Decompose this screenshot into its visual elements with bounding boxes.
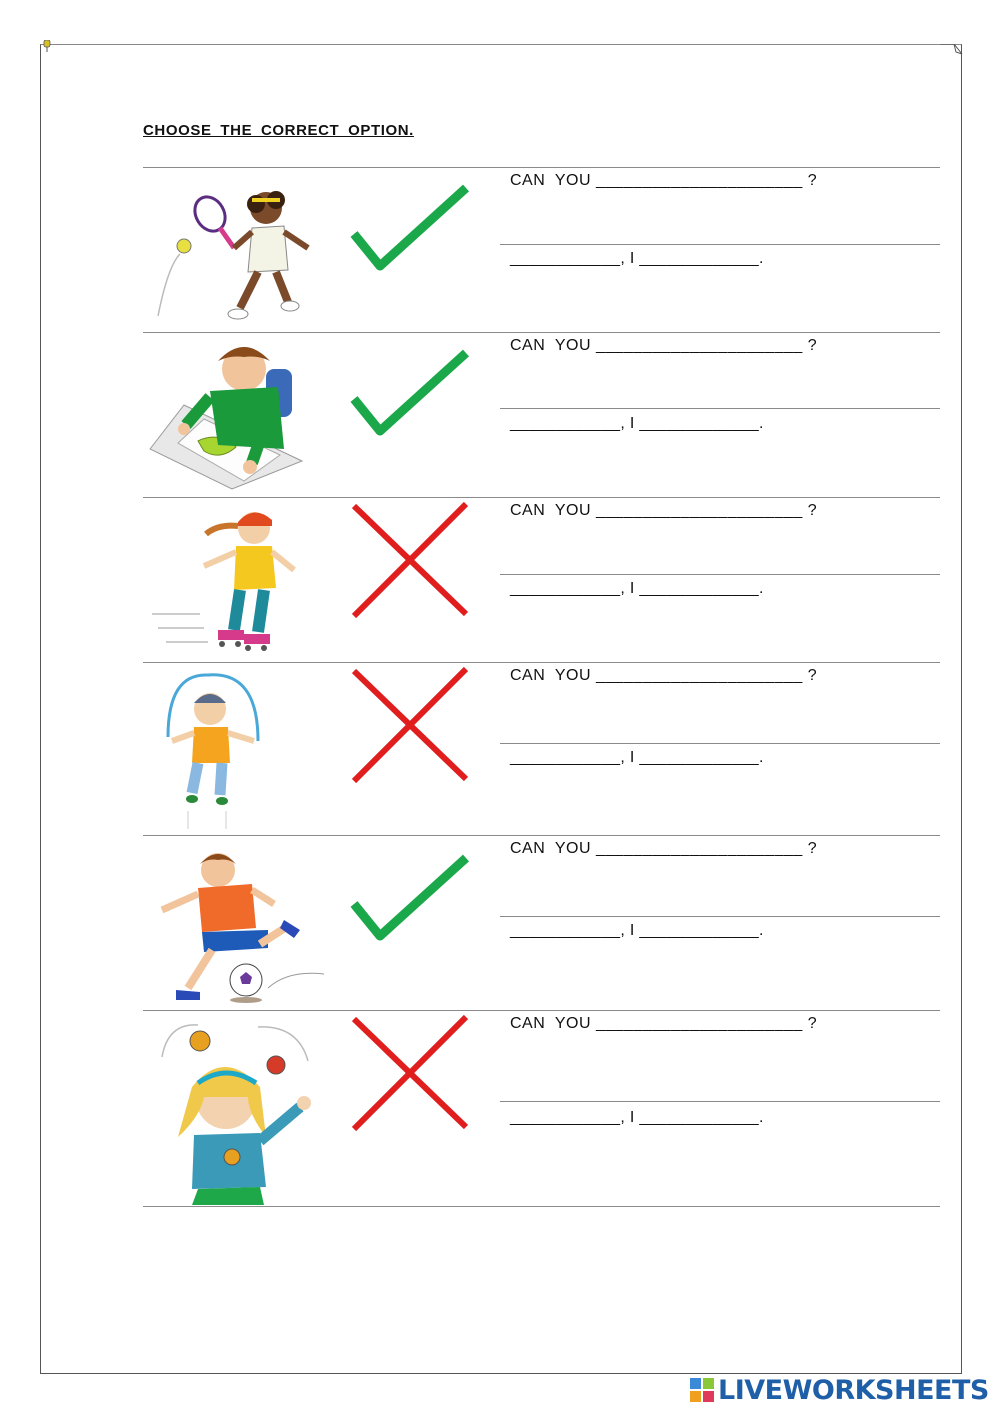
question-text: CAN YOU ______________________ ? bbox=[510, 667, 818, 684]
question-text: CAN YOU ______________________ ? bbox=[510, 1015, 818, 1032]
liveworksheets-logo bbox=[690, 1374, 989, 1406]
exercise-row-3 bbox=[0, 498, 1000, 662]
answer-text: ____________, I _____________. bbox=[510, 580, 764, 597]
page-corner-fold-icon bbox=[940, 44, 964, 60]
exercise-row-6 bbox=[0, 1011, 1000, 1206]
cross-mark-icon bbox=[346, 500, 472, 620]
pin-icon bbox=[43, 40, 51, 52]
boy-skipping-rope-icon bbox=[148, 671, 328, 831]
exercise-row-1 bbox=[0, 168, 1000, 332]
check-mark-icon bbox=[346, 852, 472, 972]
boy-playing-football-icon bbox=[148, 844, 328, 1006]
question-text: CAN YOU ______________________ ? bbox=[510, 840, 818, 857]
girl-playing-tennis-icon bbox=[148, 176, 328, 326]
answer-text: ____________, I _____________. bbox=[510, 415, 764, 432]
answer-text: ____________, I _____________. bbox=[510, 749, 764, 766]
girl-rollerblading-icon bbox=[148, 504, 328, 660]
check-mark-icon bbox=[346, 347, 472, 467]
check-mark-icon bbox=[346, 182, 472, 302]
question-text: CAN YOU ______________________ ? bbox=[510, 337, 818, 354]
girl-juggling-icon bbox=[148, 1017, 328, 1205]
exercise-row-2 bbox=[0, 333, 1000, 497]
row-divider bbox=[143, 1206, 940, 1207]
answer-text: ____________, I _____________. bbox=[510, 922, 764, 939]
cross-mark-icon bbox=[346, 665, 472, 785]
liveworksheets-logo-icon bbox=[690, 1378, 714, 1402]
worksheet-title: CHOOSE THE CORRECT OPTION. bbox=[143, 122, 414, 139]
cross-mark-icon bbox=[346, 1013, 472, 1133]
exercise-row-5 bbox=[0, 836, 1000, 1010]
exercise-row-4 bbox=[0, 663, 1000, 835]
answer-text: ____________, I _____________. bbox=[510, 1109, 764, 1126]
boy-drawing-icon bbox=[148, 339, 328, 491]
answer-text: ____________, I _____________. bbox=[510, 250, 764, 267]
brand-name: LIVEWORKSHEETS bbox=[718, 1374, 989, 1406]
question-text: CAN YOU ______________________ ? bbox=[510, 172, 818, 189]
question-text: CAN YOU ______________________ ? bbox=[510, 502, 818, 519]
